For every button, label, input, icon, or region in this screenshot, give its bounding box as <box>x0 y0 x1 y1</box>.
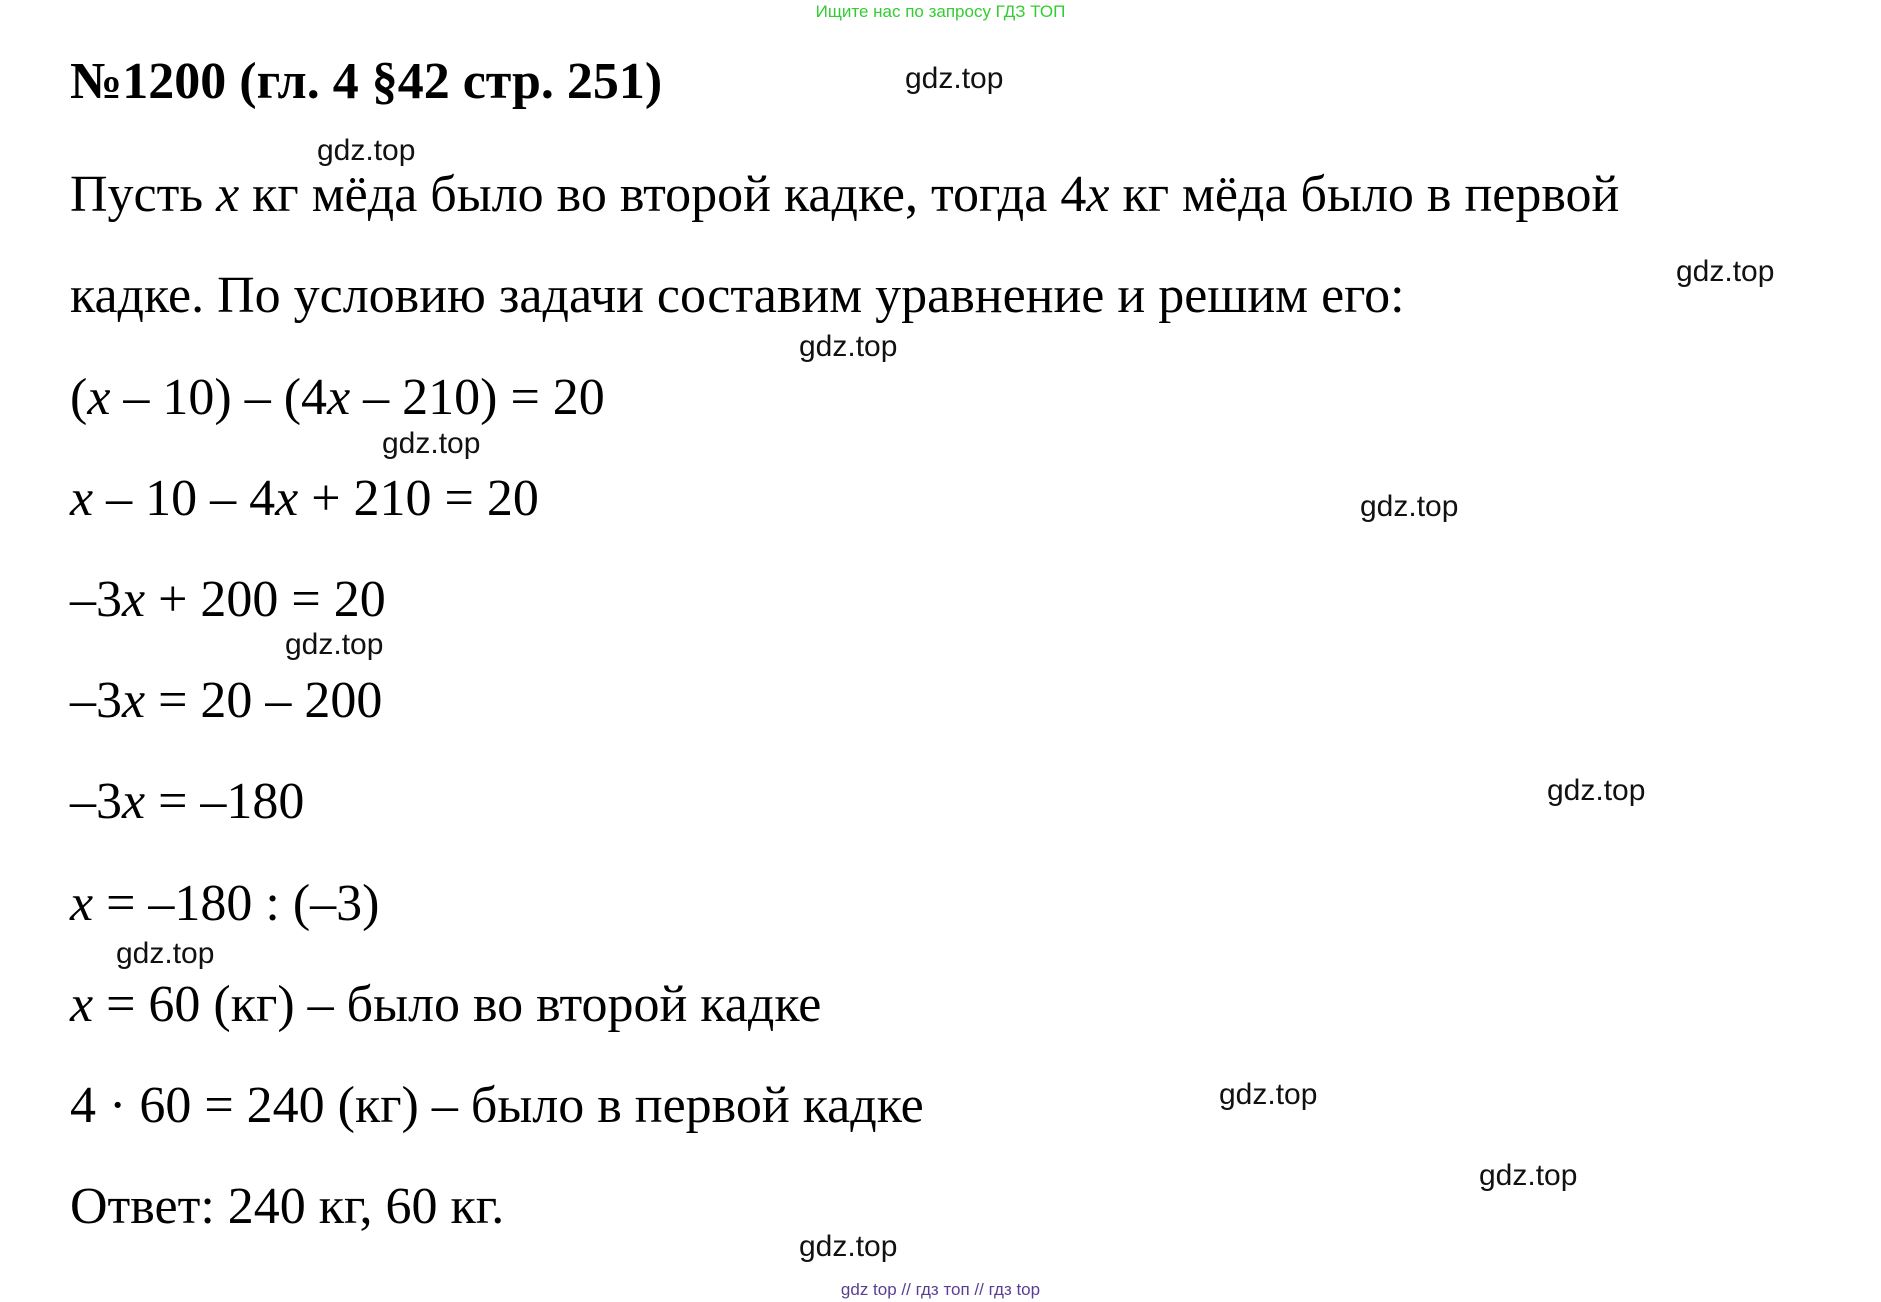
watermark: gdz.top <box>799 1230 898 1263</box>
footer-watermark: gdz top // гдз топ // гдз top <box>840 1280 1041 1299</box>
equation-step-6: x = –180 : (–3) <box>70 875 380 932</box>
solution-intro-line-1: Пусть x кг мёда было во второй кадке, тогда 4x кг мёда было в первой <box>70 166 1620 223</box>
watermark: gdz.top <box>1219 1078 1318 1111</box>
watermark: gdz.top <box>1547 774 1646 807</box>
equation-step-4: –3x = 20 – 200 <box>70 672 383 729</box>
equation-step-1: (x – 10) – (4x – 210) = 20 <box>70 369 605 426</box>
watermark: gdz.top <box>1676 255 1775 288</box>
answer-line: Ответ: 240 кг, 60 кг. <box>70 1178 505 1235</box>
equation-step-5: –3x = –180 <box>70 773 305 830</box>
watermark: gdz.top <box>317 134 416 167</box>
solution-intro-line-2: кадке. По условию задачи составим уравнение и решим его: <box>70 267 1405 324</box>
top-banner: Ищите нас по запросу ГДЗ ТОП <box>815 2 1066 21</box>
equation-step-2: x – 10 – 4x + 210 = 20 <box>70 470 539 527</box>
watermark: gdz.top <box>905 62 1004 95</box>
watermark: gdz.top <box>116 937 215 970</box>
watermark: gdz.top <box>285 628 384 661</box>
equation-step-3: –3x + 200 = 20 <box>70 571 386 628</box>
problem-title: №1200 (гл. 4 §42 стр. 251) <box>70 53 663 110</box>
equation-step-8: 4 · 60 = 240 (кг) – было в первой кадке <box>70 1077 924 1134</box>
watermark: gdz.top <box>799 330 898 363</box>
equation-step-7: x = 60 (кг) – было во второй кадке <box>70 976 822 1033</box>
watermark: gdz.top <box>1360 490 1459 523</box>
watermark: gdz.top <box>382 427 481 460</box>
watermark: gdz.top <box>1479 1159 1578 1192</box>
